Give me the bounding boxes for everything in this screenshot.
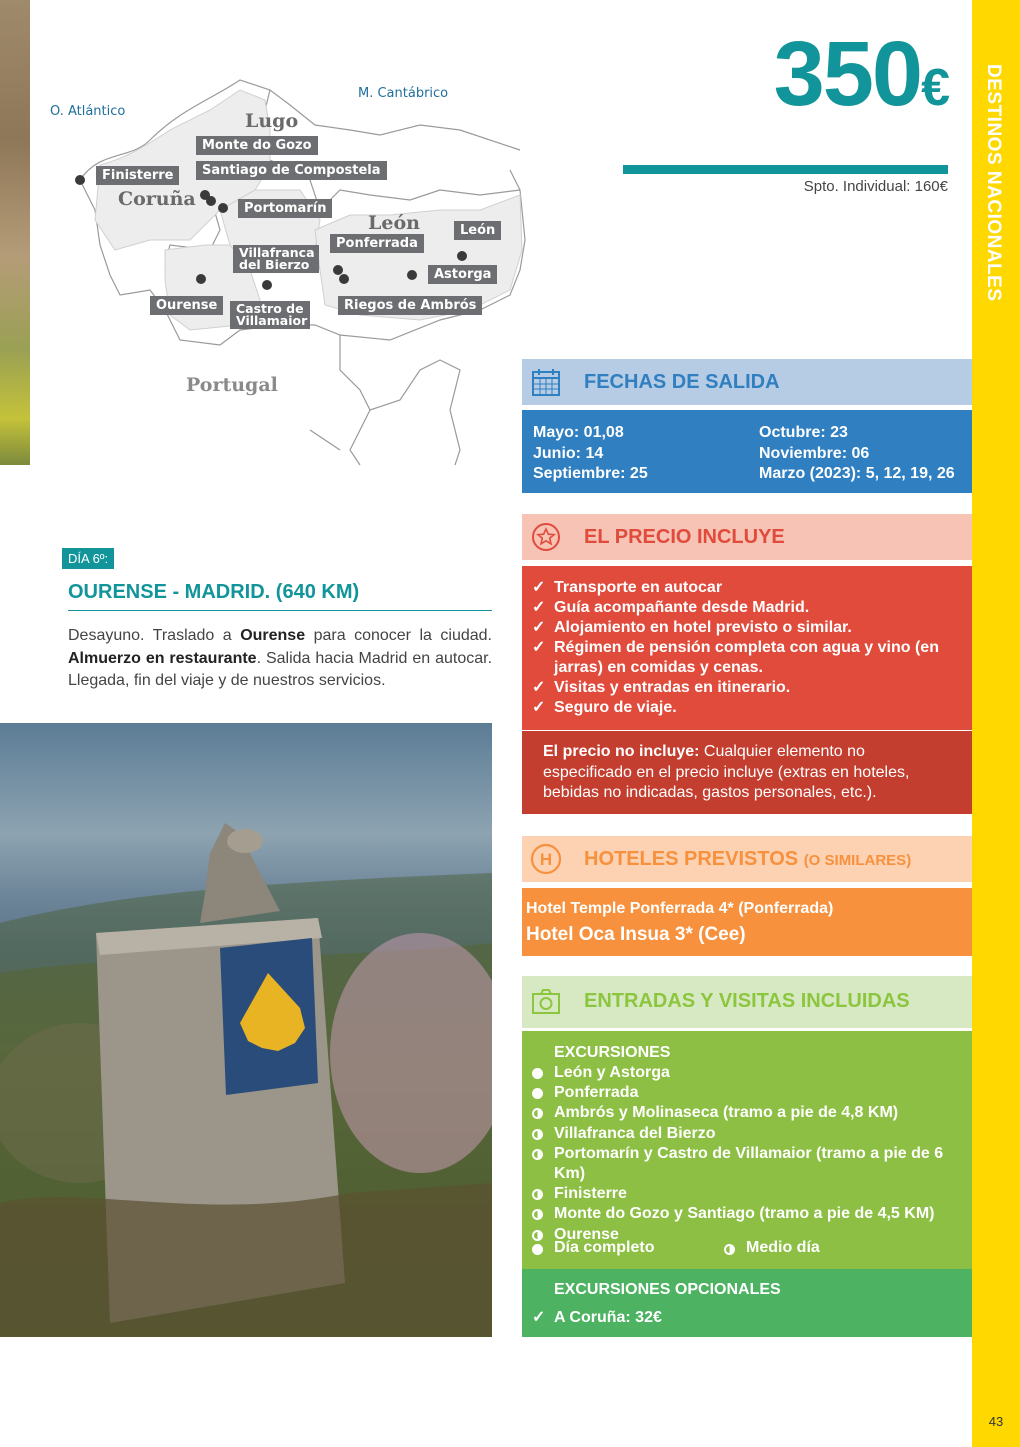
region-portugal: Portugal xyxy=(186,374,278,396)
map-dot-riegos xyxy=(339,274,349,284)
region-lugo: Lugo xyxy=(245,110,299,132)
fecha-item: Octubre: 23 xyxy=(759,424,848,441)
hotel-icon xyxy=(530,843,562,875)
camino-milestone-photo xyxy=(0,723,492,1337)
half-day-icon xyxy=(532,1129,543,1140)
price xyxy=(700,22,950,127)
hotel-item: Hotel Temple Ponferrada 4* (Ponferrada) xyxy=(526,900,834,917)
legend-full-day: Día completo xyxy=(554,1239,655,1256)
map-dot-portomarin xyxy=(218,203,228,213)
fecha-item: Septiembre: 25 xyxy=(533,465,648,482)
calendar-icon xyxy=(530,366,562,398)
list-item: ✓ Visitas y entradas en itinerario. xyxy=(532,678,962,698)
excursion-item xyxy=(532,1103,972,1123)
city-castro-de-villamaior: Castro de Villamaior xyxy=(230,301,310,329)
hoteles-header xyxy=(522,836,972,882)
sea-label-cantabrico: M. Cantábrico xyxy=(358,86,449,101)
list-item: ✓ Régimen de pensión completa con agua y vino (en jarras) en comidas y cenas. xyxy=(532,638,962,678)
city-riegos-de-ambros: Riegos de Ambrós xyxy=(338,296,482,315)
excursion-name: Villafranca del Bierzo xyxy=(554,1124,716,1142)
excursion-item xyxy=(532,1144,972,1184)
svg-text:H: H xyxy=(539,850,553,869)
excursion-item xyxy=(532,1063,972,1083)
map-dot-leon xyxy=(457,251,467,261)
city-santiago: Santiago de Compostela xyxy=(196,161,387,180)
city-ourense: Ourense xyxy=(150,296,223,315)
map-dot-castro xyxy=(262,280,272,290)
excursion-item xyxy=(532,1204,972,1224)
map-dot-ourense xyxy=(196,274,206,284)
city-ponferrada: Ponferrada xyxy=(330,234,424,253)
full-day-icon xyxy=(532,1068,543,1079)
fechas-title: FECHAS DE SALIDA xyxy=(584,371,780,393)
excursion-name: Portomarín y Castro de Villamaior (tramo a pie de 6 Km) xyxy=(554,1144,944,1183)
fechas-body xyxy=(522,410,972,493)
price-currency: € xyxy=(921,59,950,117)
sea-label-atlantico: O. Atlántico xyxy=(50,104,126,119)
excursion-name: Ponferrada xyxy=(554,1084,639,1102)
day-title: OURENSE - MADRID. (640 KM) xyxy=(68,581,492,611)
incluye-title: EL PRECIO INCLUYE xyxy=(584,526,785,548)
half-day-icon xyxy=(724,1244,735,1255)
list-item: ✓ A Coruña: 32€ xyxy=(532,1308,962,1328)
fechas-header xyxy=(522,359,972,405)
edge-photo xyxy=(0,0,30,465)
legend-half-day: Medio día xyxy=(746,1239,820,1256)
single-supplement: Spto. Individual: 160€ xyxy=(803,178,948,195)
page-number: 43 xyxy=(988,1414,1004,1429)
day-description: Desayuno. Traslado a Ourense para conocer la ciudad. Almuerzo en restaurante. Salida hacia Madrid en autocar. Llegada, fin del viaje y de nuestros servicios. xyxy=(68,627,493,689)
half-day-icon xyxy=(532,1209,543,1220)
city-villafranca: Villafranca del Bierzo xyxy=(233,245,319,273)
no-incluye-box xyxy=(522,731,972,814)
entradas-body xyxy=(522,1031,972,1269)
full-day-icon xyxy=(532,1088,543,1099)
map-dot-monte-do-gozo xyxy=(206,196,216,206)
excursion-item xyxy=(532,1124,972,1144)
excursion-name: Finisterre xyxy=(554,1185,627,1203)
incluye-header xyxy=(522,514,972,560)
bullet-legend xyxy=(532,1239,972,1259)
full-day-icon xyxy=(532,1244,543,1255)
list-item: ✓ Alojamiento en hotel previsto o similar. xyxy=(532,618,962,638)
hoteles-body xyxy=(522,888,972,956)
excursiones-label: EXCURSIONES xyxy=(554,1044,671,1061)
fecha-item: Marzo (2023): 5, 12, 19, 26 xyxy=(759,465,955,482)
incluye-body xyxy=(522,566,972,730)
fecha-item: Mayo: 01,08 xyxy=(533,424,624,441)
excursiones-list xyxy=(532,1063,972,1245)
map-dot-astorga xyxy=(407,270,417,280)
excursion-item xyxy=(532,1083,972,1103)
list-item: ✓ Guía acompañante desde Madrid. xyxy=(532,598,962,618)
city-astorga: Astorga xyxy=(428,265,497,284)
incluye-list xyxy=(532,578,962,718)
half-day-icon xyxy=(532,1149,543,1160)
fechas-right-column xyxy=(759,423,955,485)
region-coruna: Coruña xyxy=(118,188,196,210)
excursion-name: Monte do Gozo y Santiago (tramo a pie de 4,5 KM) xyxy=(554,1205,935,1223)
no-incluye-text: El precio no incluye: Cualquier elemento no especificado en el precio incluye (extras en hoteles, bebidas no indicadas, gastos personales, etc.). xyxy=(543,743,910,801)
day-badge: DÍA 6º: xyxy=(62,548,114,569)
price-amount: 350 xyxy=(773,23,922,125)
city-finisterre: Finisterre xyxy=(96,166,179,185)
fecha-item: Junio: 14 xyxy=(533,444,604,462)
section-title-vertical: DESTINOS NACIONALES xyxy=(983,64,1004,302)
badge-star-icon xyxy=(530,521,562,553)
price-underline xyxy=(623,165,948,174)
excursion-name: León y Astorga xyxy=(554,1064,670,1081)
list-item: ✓ Seguro de viaje. xyxy=(532,698,962,718)
entradas-title: ENTRADAS Y VISITAS INCLUIDAS xyxy=(584,990,910,1012)
city-monte-do-gozo: Monte do Gozo xyxy=(196,136,318,155)
region-leon: León xyxy=(368,212,420,234)
map-dot-finisterre xyxy=(75,175,85,185)
excursion-name: Ourense xyxy=(554,1225,619,1243)
entradas-header xyxy=(522,976,972,1028)
city-leon: León xyxy=(454,221,501,240)
city-portomarin: Portomarín xyxy=(238,199,332,218)
list-item: ✓ Transporte en autocar xyxy=(532,578,962,598)
fecha-item: Noviembre: 06 xyxy=(759,444,870,462)
route-map xyxy=(40,70,530,470)
opcionales-list xyxy=(532,1308,962,1328)
excursion-name: Ambrós y Molinaseca (tramo a pie de 4,8 KM) xyxy=(554,1104,899,1122)
hotel-item: Hotel Oca Insua 3* (Cee) xyxy=(526,924,746,945)
excursion-item xyxy=(532,1184,972,1204)
half-day-icon xyxy=(532,1189,543,1200)
half-day-icon xyxy=(532,1108,543,1119)
opcionales-label: EXCURSIONES OPCIONALES xyxy=(554,1281,781,1298)
milestone-illustration xyxy=(0,723,492,1337)
fechas-left-column xyxy=(533,423,648,485)
hoteles-title: HOTELES PREVISTOS (O SIMILARES) xyxy=(584,848,912,870)
opcionales-body xyxy=(522,1269,972,1337)
camera-icon xyxy=(530,985,562,1017)
